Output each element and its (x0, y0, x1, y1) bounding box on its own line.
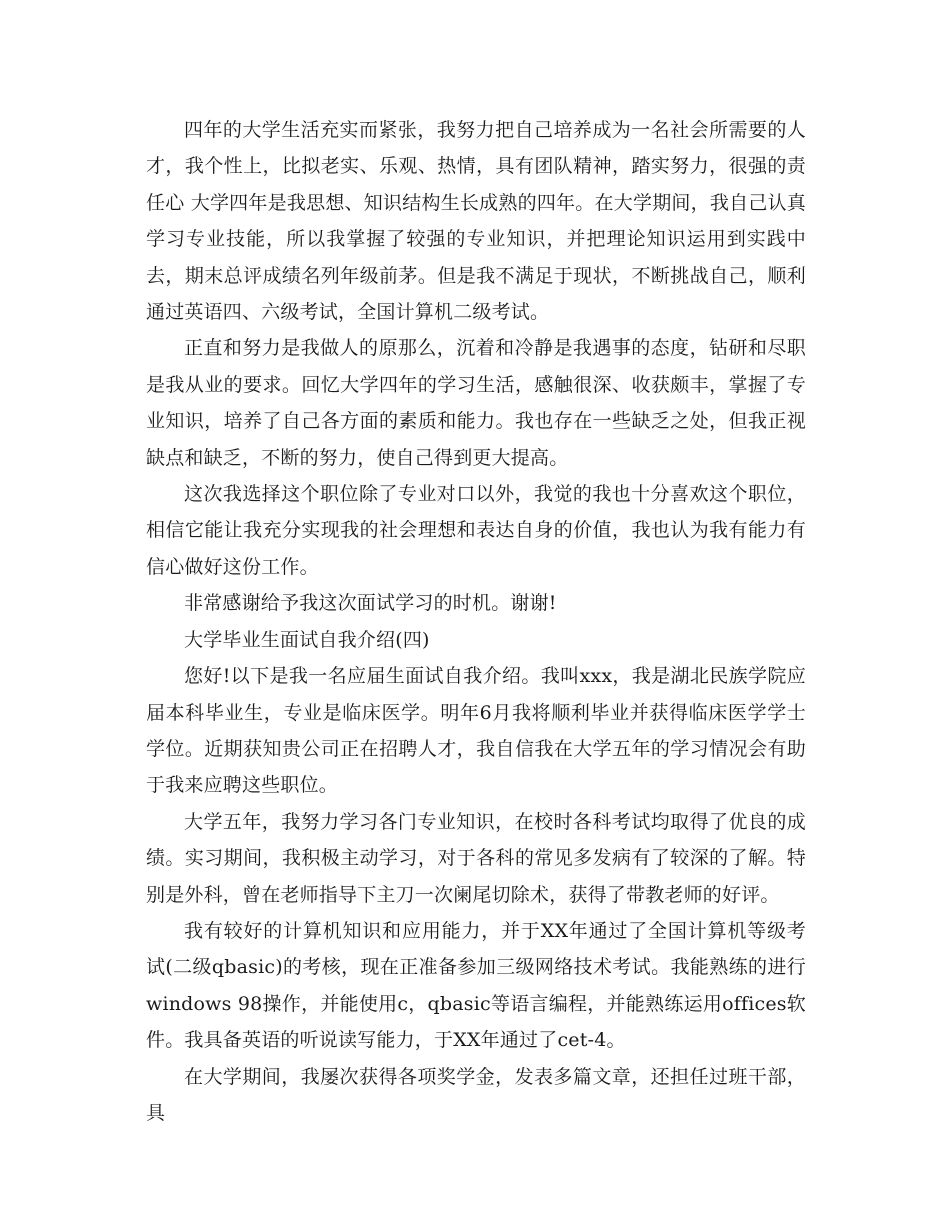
document-body (146, 112, 806, 1131)
paragraph-computer-skills: 我有较好的计算机知识和应用能力，并于XX年通过了全国计算机等级考试(二级qbasic)的考核，现在正准备参加三级网络技术考试。我能熟练的进行windows 98操作，并能使用c，qbasic等语言编程，并能熟练运用offices软件。我具备英语的听说读写能力，于XX年通过了cet-4。 (146, 919, 806, 1052)
paragraph-thanks: 非常感谢给予我这次面试学习的时机。谢谢! (184, 592, 557, 615)
paragraph-principles: 正直和努力是我做人的原那么，沉着和冷静是我遇事的态度，钻研和尽职是我从业的要求。回忆大学四年的学习生活，感触很深、收获颇丰，掌握了专业知识，培养了自己各方面的素质和能力。我也存在一些缺乏之处，但我正视缺点和缺乏，不断的努力，使自己得到更大提高。 (146, 337, 806, 469)
paragraph-position-choice: 这次我选择这个职位除了专业对口以外，我觉的我也十分喜欢这个职位，相信它能让我充分实现我的社会理想和表达自身的价值，我也认为我有能力有信心做好这份工作。 (146, 483, 806, 578)
section-heading: 大学毕业生面试自我介绍(四) (184, 628, 430, 651)
paragraph-greeting: 您好!以下是我一名应届生面试自我介绍。我叫xxx，我是湖北民族学院应届本科毕业生，专业是临床医学。明年6月我将顺利毕业并获得临床医学学士学位。近期获知贵公司正在招聘人才，我自信我在大学五年的学习情况会有助于我来应聘这些职位。 (146, 665, 806, 797)
paragraph-awards: 在大学期间，我屡次获得各项奖学金，发表多篇文章，还担任过班干部，具 (146, 1065, 806, 1124)
paragraph-university-life: 四年的大学生活充实而紧张，我努力把自己培养成为一名社会所需要的人才，我个性上，比拟老实、乐观、热情，具有团队精神，踏实努力，很强的责任心 大学四年是我思想、知识结构生长成熟的四年。在大学期间，我自己认真学习专业技能，所以我掌握了较强的专业知识，并把理论知识运用到实践中去，期末总评成绩名列年级前茅。但是我不满足于现状，不断挑战自己，顺利通过英语四、六级考试，全国计算机二级考试。 (146, 119, 806, 324)
paragraph-five-years: 大学五年，我努力学习各门专业知识，在校时各科考试均取得了优良的成绩。实习期间，我积极主动学习，对于各科的常见多发病有了较深的了解。特别是外科，曾在老师指导下主刀一次阑尾切除术，获得了带教老师的好评。 (146, 810, 806, 906)
